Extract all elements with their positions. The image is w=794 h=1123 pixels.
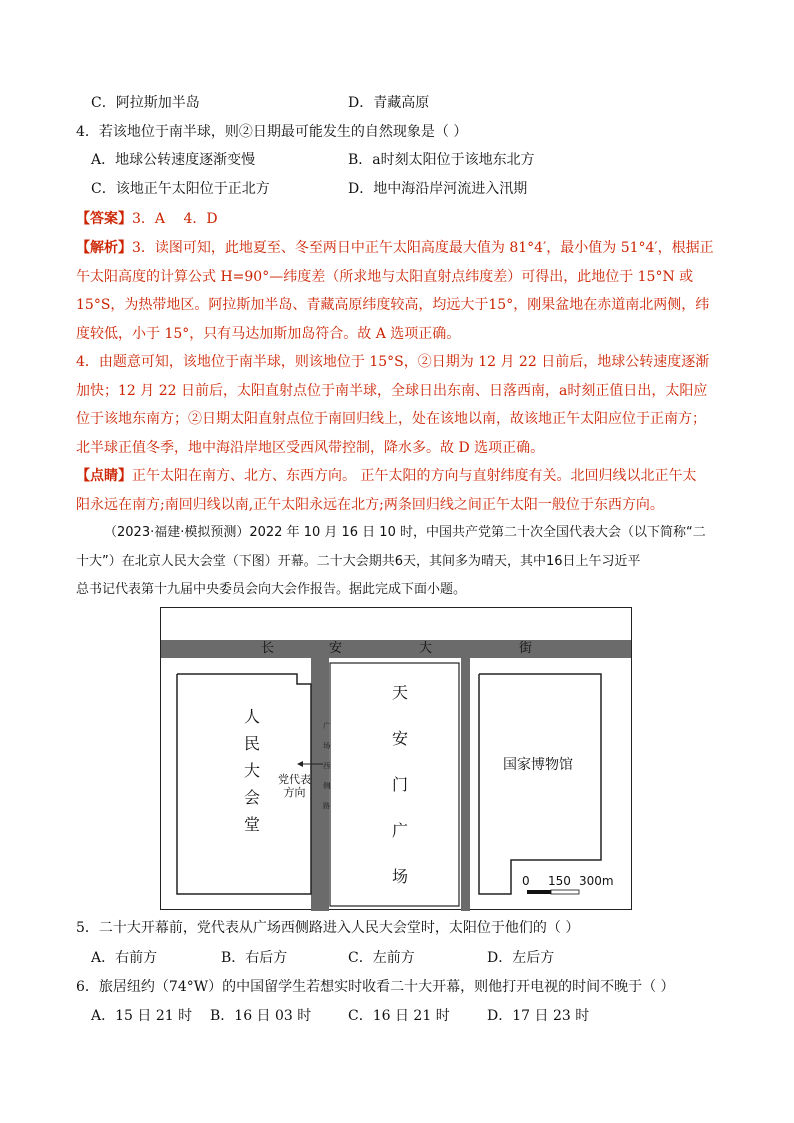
hall-char: 民 [244, 734, 261, 753]
analysis-line-2: 午太阳高度的计算公式 H=90°—纬度差（所求地与太阳直射点纬度差）可得出，此地位于 15°N 或 [76, 269, 694, 285]
hall-char: 堂 [244, 815, 261, 834]
analysis-line-1: 【解析】3．读图可知，此地夏至、冬至两日中正午太阳高度最大值为 81°4′，最小值为 51°4′，根据正 [76, 240, 714, 256]
delegate-arrowhead [297, 761, 303, 767]
q4-option-c: C．该地正午太阳位于正北方 [91, 181, 270, 197]
west-road-label: 广 场 西 侧 路 [323, 722, 330, 810]
intro-line-2: 十大”）在北京人民大会堂（下图）开幕。二十大会期共6天，其间多为晴天，其中16日上午习近平 [76, 554, 641, 569]
hall-char: 大 [244, 761, 261, 780]
q5-option-c: C．左前方 [348, 950, 415, 966]
q6-stem: 6．旅居纽约（74°W）的中国留学生若想实时收看二十大开幕，则他打开电视的时间不晚于（ ） [76, 979, 675, 995]
scale-bar-white [551, 890, 579, 894]
hall-char: 人 [244, 707, 261, 726]
square-char: 门 [392, 775, 409, 794]
q4-stem: 4．若该地位于南半球，则②日期最可能发生的自然现象是（ ） [76, 124, 468, 140]
analysis-line-6: 加快；12 月 22 日前后，太阳直射点位于南半球，全球日出东南、日落西南，a时刻正值日出，太阳应 [76, 383, 708, 399]
answer-text: 3．A 4．D [132, 211, 218, 227]
q5-option-a: A．右前方 [91, 950, 158, 966]
intro-line-1: （2023·福建·模拟预测）2022 年 10 月 16 日 10 时，中国共产党第二十次全国代表大会（以下简称“二 [104, 525, 706, 540]
q6-option-b: B．16 日 03 时 [210, 1008, 312, 1024]
q3-option-c: C．阿拉斯加半岛 [91, 95, 200, 111]
delegate-direction-label: 党代表 方向 [278, 773, 311, 799]
q4-option-b: B．a时刻太阳位于该地东北方 [348, 152, 535, 168]
museum-label: 国家博物馆 [503, 757, 573, 773]
keypoint-label: 【点睛】 [76, 468, 132, 484]
answer-label: 【答案】 [76, 211, 132, 227]
keypoint-line-2: 阳永远在南方;南回归线以南,正午太阳永远在北方;两条回归线之间正午太阳一般位于东西方向。 [76, 497, 664, 513]
intro-line-3: 总书记代表第十九届中央委员会向大会作报告。据此完成下面小题。 [76, 582, 467, 597]
q5-option-d: D．左后方 [487, 950, 555, 966]
q5-option-b: B．右后方 [221, 950, 288, 966]
analysis-line-4: 度较低，小于 15°，只有马达加斯加岛符合。故 A 选项正确。 [76, 326, 461, 342]
q4-option-d: D．地中海沿岸河流进入汛期 [348, 181, 528, 197]
analysis-line-8: 北半球正值冬季，地中海沿岸地区受西风带控制，降水多。故 D 选项正确。 [76, 440, 545, 456]
analysis-label: 【解析】 [76, 240, 132, 256]
street-char: 长 [261, 641, 275, 656]
scale-bar-black [527, 890, 551, 894]
scale-label-0: 0 [522, 874, 530, 888]
analysis-line-7: 位于该地东南方；②日期太阳直射点位于南回归线上，处在该地以南，故该地正午太阳应位于正南方； [76, 411, 706, 427]
square-char: 天 [392, 683, 409, 702]
q5-stem: 5．二十大开幕前，党代表从广场西侧路进入人民大会堂时，太阳位于他们的（ ） [76, 920, 580, 936]
square-char: 场 [392, 867, 409, 886]
hall-char: 会 [244, 788, 261, 807]
q6-option-d: D．17 日 23 时 [487, 1008, 590, 1024]
scale-label-150: 150 [548, 874, 571, 888]
tiananmen-map [160, 607, 632, 910]
q4-option-a: A．地球公转速度逐渐变慢 [91, 152, 256, 168]
keypoint-line-1: 【点睛】正午太阳在南方、北方、东西方向。 正午太阳的方向与直射纬度有关。北回归线以北正午太 [76, 468, 697, 484]
q3-option-d: D．青藏高原 [348, 95, 430, 111]
q6-option-a: A．15 日 21 时 [91, 1008, 193, 1024]
square-char: 安 [392, 729, 409, 748]
analysis-line-5: 4．由题意可知，该地位于南半球，则该地位于 15°S，②日期为 12 月 22 日前后，地球公转速度逐渐 [76, 354, 710, 370]
street-char: 安 [329, 641, 343, 656]
answer-line [76, 210, 218, 228]
street-char: 大 [419, 641, 433, 656]
museum-outline [479, 674, 601, 894]
analysis-line-3: 15°S，为热带地区。阿拉斯加半岛、青藏高原纬度较高，均远大于15°，刚果盆地在赤道南北两侧，纬 [76, 297, 710, 313]
q6-option-c: C．16 日 21 时 [348, 1008, 450, 1024]
scale-label-300: 300m [579, 874, 614, 888]
square-char: 广 [392, 821, 409, 840]
street-char: 街 [519, 641, 533, 656]
